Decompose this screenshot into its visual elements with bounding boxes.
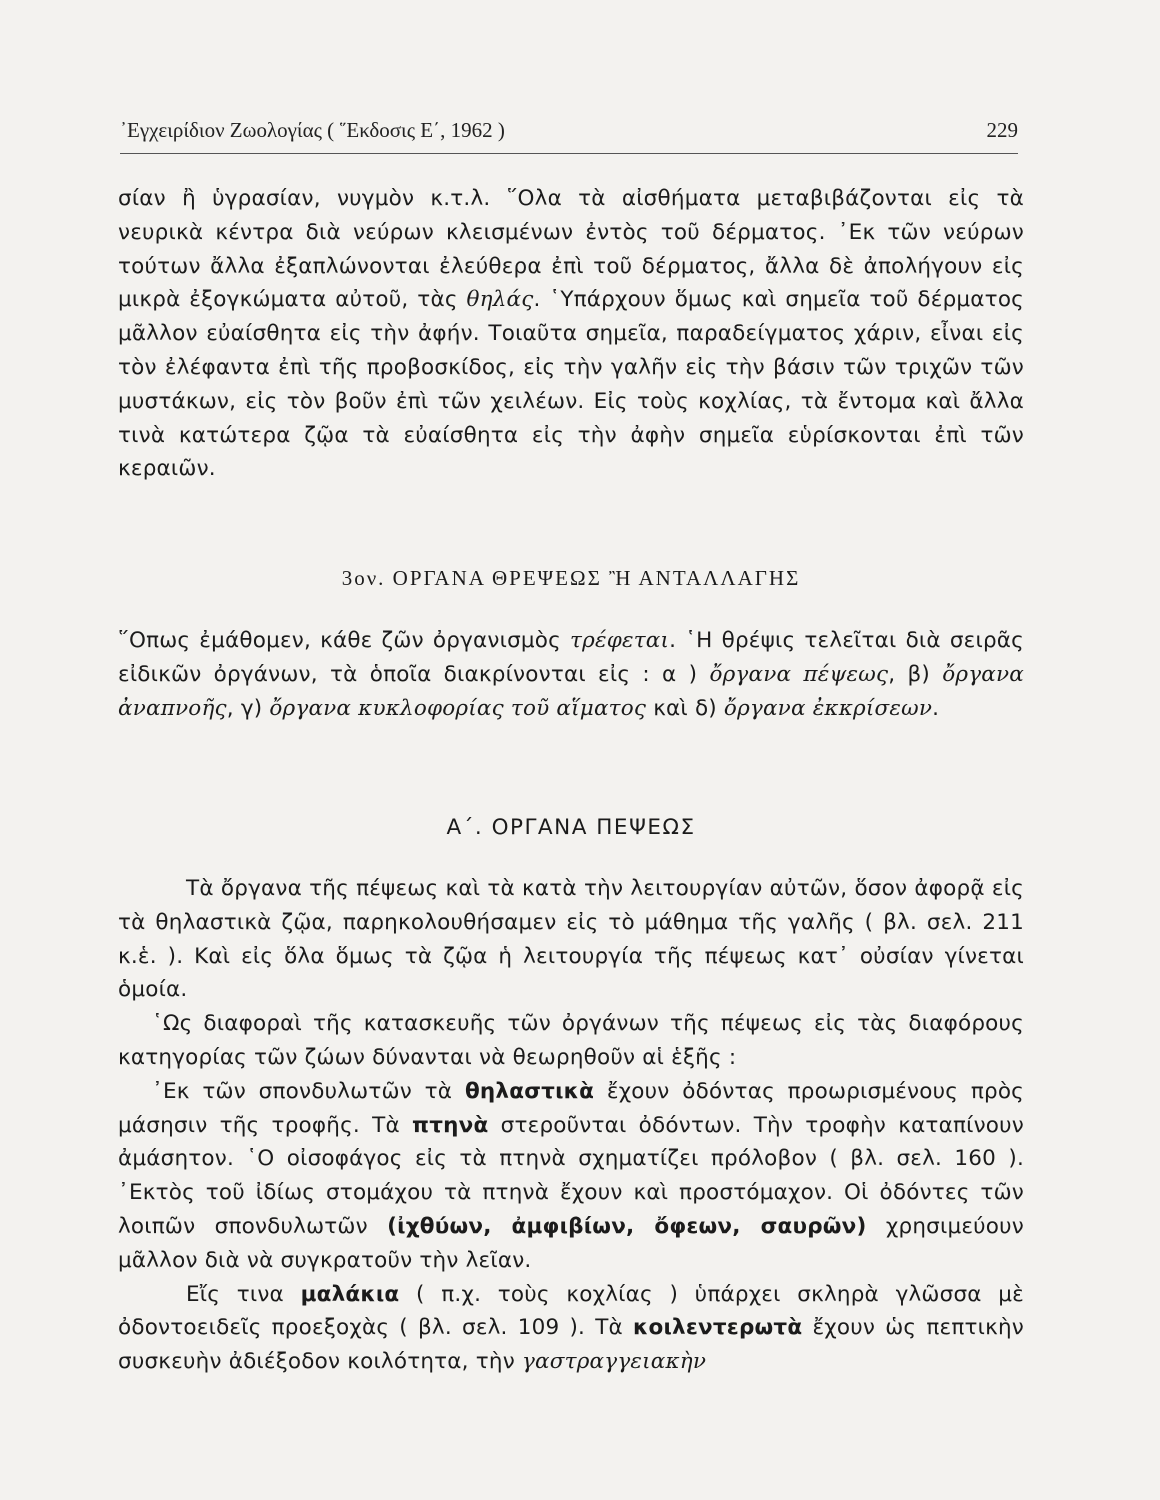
section-heading-organs-of-nutrition: 3ον. ΟΡΓΑΝΑ ΘΡΕΨΕΩΣ Ἢ ΑΝΤΑΛΛΑΓΗΣ	[341, 566, 801, 590]
section3-paragraph: ῞Οπως ἐμάθομεν, κάθε ζῶν ὀργανισμὸς τρέφεται. ῾Η θρέψις τελεῖται διὰ σειρᾶς εἰδικῶν ὀργάνων, τὰ ὁποῖα διακρίνονται εἰς : α ) ὄργανα πέψεως, β) ὄργανα ἀναπνοῆς, γ) ὄργανα κυκλοφορίας τοῦ αἵματος καὶ δ) ὄργανα ἐκκρίσεων.	[118, 628, 1024, 721]
running-title: ᾿Εγχειρίδιον Ζωολογίας ( ῞Εκδοσις Ε΄, 1962 )	[120, 118, 505, 142]
running-header	[120, 118, 1018, 143]
page-number: 229	[986, 118, 1018, 142]
sectionA-block	[118, 872, 1024, 1379]
sectionA-paragraph-4: Εἴς τινα μαλάκια ( π.χ. τοὺς κοχλίας ) ὑπάρχει σκληρὰ γλῶσσα μὲ ὀδοντοειδεῖς προεξοχὰς ( βλ. σελ. 109 ). Τὰ κοιλεντερωτὰ ἔχουν ὡς πεπτικὴν συσκευὴν ἀδιέξοδον κοιλότητα, τὴν γαστραγγειακὴν	[118, 1281, 1024, 1375]
sectionA-paragraph-1: Τὰ ὄργανα τῆς πέψεως καὶ τὰ κατὰ τὴν λειτουργίαν αὐτῶν, ὅσον ἀφορᾷ εἰς τὰ θηλαστικὰ ζῷα, παρηκολουθήσαμεν εἰς τὸ μάθημα τῆς γαλῆς ( βλ. σελ. 211 κ.ἑ. ). Καὶ εἰς ὅλα ὅμως τὰ ζῷα ἡ λειτουργία τῆς πέψεως κατ᾿ οὐσίαν γίνεται ὁμοία.	[118, 876, 1024, 1003]
sectionA-paragraph-2: ῾Ως διαφοραὶ τῆς κατασκευῆς τῶν ὀργάνων τῆς πέψεως εἰς τὰς διαφόρους κατηγορίας τῶν ζώων δύνανται νὰ θεωρηθοῦν αἱ ἑξῆς :	[118, 1011, 1024, 1070]
intro-block	[118, 182, 1024, 486]
section-heading-digestive-organs: Α΄. ΟΡΓΑΝΑ ΠΕΨΕΩΣ	[446, 815, 696, 840]
sectionA-paragraph-3: ᾿Εκ τῶν σπονδυλωτῶν τὰ θηλαστικὰ ἔχουν ὀδόντας προωρισμένους πρὸς μάσησιν τῆς τροφῆς. Τὰ πτηνὰ στεροῦνται ὀδόντων. Τὴν τροφὴν καταπίνουν ἀμάσητον. ῾Ο οἰσοφάγος εἰς τὰ πτηνὰ σχηματίζει πρόλοβον ( βλ. σελ. 160 ). ᾿Εκτὸς τοῦ ἰδίως στομάχου τὰ πτηνὰ ἔχουν καὶ προστόμαχον. Οἱ ὀδόντες τῶν λοιπῶν σπονδυλωτῶν (ἰχθύων, ἀμφιβίων, ὄφεων, σαυρῶν) χρησιμεύουν μᾶλλον διὰ νὰ συγκρατοῦν τὴν λεῖαν.	[118, 1078, 1025, 1273]
header-rule	[120, 153, 1018, 154]
section3-block	[118, 624, 1024, 725]
intro-paragraph: σίαν ἢ ὑγρασίαν, νυγμὸν κ.τ.λ. ῞Ολα τὰ αἰσθήματα μεταβιβάζονται εἰς τὰ νευρικὰ κέντρα διὰ νεύρων κλεισμένων ἐντὸς τοῦ δέρματος. ᾿Εκ τῶν νεύρων τούτων ἄλλα ἐξαπλώνονται ἐλεύθερα ἐπὶ τοῦ δέρματος, ἄλλα δὲ ἀπολήγουν εἰς μικρὰ ἐξογκώματα αὐτοῦ, τὰς θηλάς. ῾Υπάρχουν ὅμως καὶ σημεῖα τοῦ δέρματος μᾶλλον εὐαίσθητα εἰς τὴν ἀφήν. Τοιαῦτα σημεῖα, παραδείγματος χάριν, εἶναι εἰς τὸν ἐλέφαντα ἐπὶ τῆς προβοσκίδος, εἰς τὴν γαλῆν εἰς τὴν βάσιν τῶν τριχῶν τῶν μυστάκων, εἰς τὸν βοῦν ἐπὶ τῶν χειλέων. Εἰς τοὺς κοχλίας, τὰ ἔντομα καὶ ἄλλα τινὰ κατώτερα ζῷα τὰ εὐαίσθητα εἰς τὴν ἀφὴν σημεῖα εὑρίσκονται ἐπὶ τῶν κεραιῶν.	[118, 186, 1024, 482]
